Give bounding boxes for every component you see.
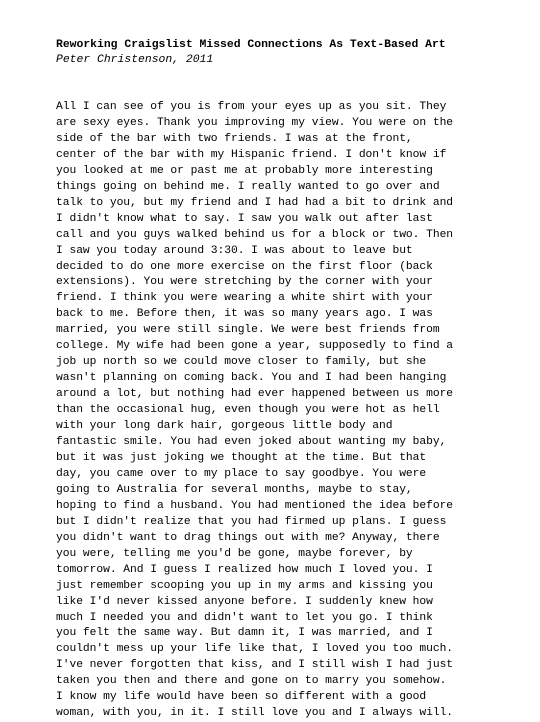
body-line: tomorrow. And I guess I realized how much I loved you. I bbox=[56, 563, 433, 576]
body-line: you didn't want to drag things out with me? Anyway, there bbox=[56, 531, 440, 544]
body-line: around a lot, but nothing had ever happened between us more bbox=[56, 388, 454, 401]
body-line: hoping to find a husband. You had mentioned the idea before bbox=[56, 499, 454, 512]
body-line: just remember scooping you up in my arms and kissing you bbox=[56, 579, 433, 592]
body-line: back to me. Before then, it was so many years ago. I was bbox=[56, 308, 433, 321]
body-line: day, you came over to my place to say goodbye. You were bbox=[56, 467, 427, 480]
document-body bbox=[56, 100, 496, 722]
body-line: job up north so we could move closer to family, but she bbox=[56, 356, 427, 369]
body-line: you were, telling me you'd be gone, maybe forever, by bbox=[56, 547, 413, 560]
body-line: fantastic smile. You had even joked about wanting my baby, bbox=[56, 436, 447, 449]
body-line: going to Australia for several months, maybe to stay, bbox=[56, 483, 413, 496]
document-header bbox=[56, 38, 496, 68]
body-line: wasn't planning on coming back. You and I had been hanging bbox=[56, 372, 447, 385]
body-line: friend. I think you were wearing a white shirt with your bbox=[56, 292, 433, 305]
body-line: I know my life would have been so different with a good bbox=[56, 691, 427, 704]
body-line: than the occasional hug, even though you were hot as hell bbox=[56, 404, 440, 417]
body-line: with your long dark hair, gorgeous little body and bbox=[56, 420, 393, 433]
body-line: side of the bar with two friends. I was at the front, bbox=[56, 132, 413, 145]
body-line: but I didn't realize that you had firmed up plans. I guess bbox=[56, 515, 447, 528]
document-title: Reworking Craigslist Missed Connections As Text-Based Art bbox=[56, 39, 446, 51]
body-line: you felt the same way. But damn it, I was married, and I bbox=[56, 627, 433, 640]
body-line: couldn't mess up your life like that, I loved you too much. bbox=[56, 643, 454, 656]
body-line: taken you then and there and gone on to marry you somehow. bbox=[56, 675, 447, 688]
body-line: things going on behind me. I really wanted to go over and bbox=[56, 180, 440, 193]
body-line: married, you were still single. We were best friends from bbox=[56, 324, 440, 337]
body-line: talk to you, but my friend and I had had a bit to drink and bbox=[56, 196, 454, 209]
body-line: college. My wife had been gone a year, supposedly to find a bbox=[56, 340, 454, 353]
body-line: but it was just joking we thought at the time. But that bbox=[56, 451, 427, 464]
body-line: I saw you today around 3:30. I was about to leave but bbox=[56, 244, 413, 257]
document-byline: Peter Christenson, 2011 bbox=[56, 54, 214, 66]
body-line: extensions). You were stretching by the corner with your bbox=[56, 276, 433, 289]
body-line: I've never forgotten that kiss, and I still wish I had just bbox=[56, 659, 454, 672]
body-line: All I can see of you is from your eyes up as you sit. They bbox=[56, 101, 447, 113]
body-line: call and you guys walked behind us for a block or two. Then bbox=[56, 228, 454, 241]
body-line: are sexy eyes. Thank you improving my view. You were on the bbox=[56, 116, 454, 129]
body-line: like I'd never kissed anyone before. I suddenly knew how bbox=[56, 595, 433, 608]
body-line: much I needed you and didn't want to let you go. I think bbox=[56, 611, 433, 624]
body-line: decided to do one more exercise on the first floor (back bbox=[56, 260, 433, 273]
body-line: I didn't know what to say. I saw you walk out after last bbox=[56, 212, 433, 225]
body-line: woman, with you, in it. I still love you and I always will. bbox=[56, 707, 454, 720]
body-line: you looked at me or past me at probably more interesting bbox=[56, 164, 433, 177]
body-line: center of the bar with my Hispanic friend. I don't know if bbox=[56, 148, 447, 161]
